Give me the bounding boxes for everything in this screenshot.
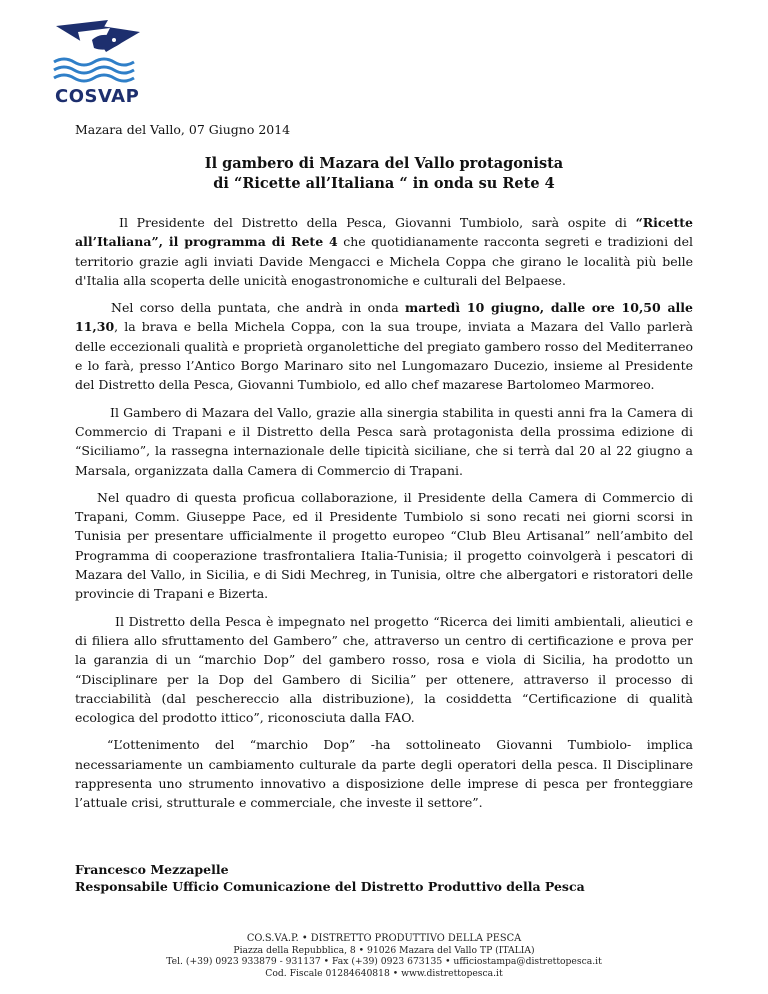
signature-role: Responsabile Ufficio Comunicazione del Distretto Produttivo della Pesca xyxy=(75,879,585,894)
signature xyxy=(75,861,585,895)
footer-address: Piazza della Repubblica, 8 • 91026 Mazara del Vallo TP (ITALIA) xyxy=(233,944,535,956)
footer-fiscal-web: Cod. Fiscale 01284640818 • www.distrettopesca.it xyxy=(265,967,503,979)
paragraph-6: “L’ottenimento del “marchio Dop” -ha sottolineato Giovanni Tumbiolo- implica necessariamente un cambiamento culturale da parte degli operatori della pesca. Il Disciplinare rappresenta uno strumento innovativo a disposizione delle imprese di pesca per fronteggiare l’attuale crisi, strutturale e commerciale, che investe il settore”. xyxy=(75,737,693,811)
footer-contacts: Tel. (+39) 0923 933879 - 931137 • Fax (+39) 0923 673135 • ufficiostampa@distrettopesca.it xyxy=(166,956,602,967)
paragraph-3: Il Gambero di Mazara del Vallo, grazie alla sinergia stabilita in questi anni fra la Camera di Commercio di Trapani e il Distretto della Pesca sarà protagonista della prossima edizione di “Siciliamo”, la rassegna internazionale delle tipicità siciliane, che si terrà dal 20 al 22 giugno a Marsala, organizzata dalla Camera di Commercio di Trapani. xyxy=(75,404,693,478)
paragraph-5: Il Distretto della Pesca è impegnato nel progetto “Ricerca dei limiti ambientali, alieutici e di filiera allo sfruttamento del Gambero” che, attraverso un centro di certificazione e prova per la garanzia di un “marchio Dop” del gambero rosso, rosa e viola di Sicilia, ha prodotto un “Disciplinare per la Dop del Gambero di Sicilia” per ottenere, attraverso il processo di tracciabilità (dal peschereccio alla distribuzione), la cosiddetta “Certificazione di qualità ecologica del prodotto ittico”, riconosciuta dalla FAO. xyxy=(75,613,693,726)
signature-name: Francesco Mezzapelle xyxy=(75,862,229,877)
paragraph-4: Nel quadro di questa proficua collaborazione, il Presidente della Camera di Commercio di Trapani, Comm. Giuseppe Pace, ed il Presidente Tumbiolo si sono recati nei giorni scorsi in Tunisia per presentare ufficialmente il progetto europeo “Club Bleu Artisanal” nell’ambito del Programma di cooperazione trasfrontaliera Italia-Tunisia; il progetto coinvolgerà i pescatori di Mazara del Vallo, in Sicilia, e di Sidi Mechreg, in Tunisia, oltre che albergatori e ristoratori delle provincie di Trapani e Bizerta. xyxy=(75,489,693,602)
dateline: Mazara del Vallo, 07 Giugno 2014 xyxy=(75,122,291,137)
headline-line-2: di “Ricette all’Italiana “ in onda su Rete 4 xyxy=(213,175,555,192)
logo-brand-text: COSVAP xyxy=(55,86,140,107)
paragraph-1: Il Presidente del Distretto della Pesca, Giovanni Tumbiolo, sarà ospite di “Ricette all’Italiana”, il programma di Rete 4 che quotidianamente racconta segreti e tradizioni del territorio grazie agli inviati Davide Mengacci e Michela Coppa che girano le località più belle d'Italia alla scoperta delle unicità enogastronomiche e culturali del Belpaese. xyxy=(75,215,693,288)
letterhead-footer xyxy=(75,933,693,979)
footer-org: CO.S.VA.P. • DISTRETTO PRODUTTIVO DELLA PESCA xyxy=(246,933,522,944)
broadcast-time: martedì 10 giugno, dalle ore 10,50 alle 11,30 xyxy=(75,300,693,335)
headline-line-1: Il gambero di Mazara del Vallo protagonista xyxy=(204,155,564,172)
paragraph-2: Nel corso della puntata, che andrà in onda martedì 10 giugno, dalle ore 10,50 alle 11,30, la brava e bella Michela Coppa, con la sua troupe, inviata a Mazara del Vallo parlerà delle eccezionali qualità e proprietà organolettiche del pregiato gambero rosso del Mediterraneo e lo farà, presso l’Antico Borgo Marinaro sito nel Lungomazaro Ducezio, insieme al Presidente del Distretto della Pesca, Giovanni Tumbiolo, ed allo chef mazarese Bartolomeo Marmoreo. xyxy=(75,300,693,393)
article-body xyxy=(75,213,693,821)
program-name: “Ricette all’Italiana”, il programma di Rete 4 xyxy=(75,215,693,250)
fish-wave-logo-icon xyxy=(48,18,148,90)
